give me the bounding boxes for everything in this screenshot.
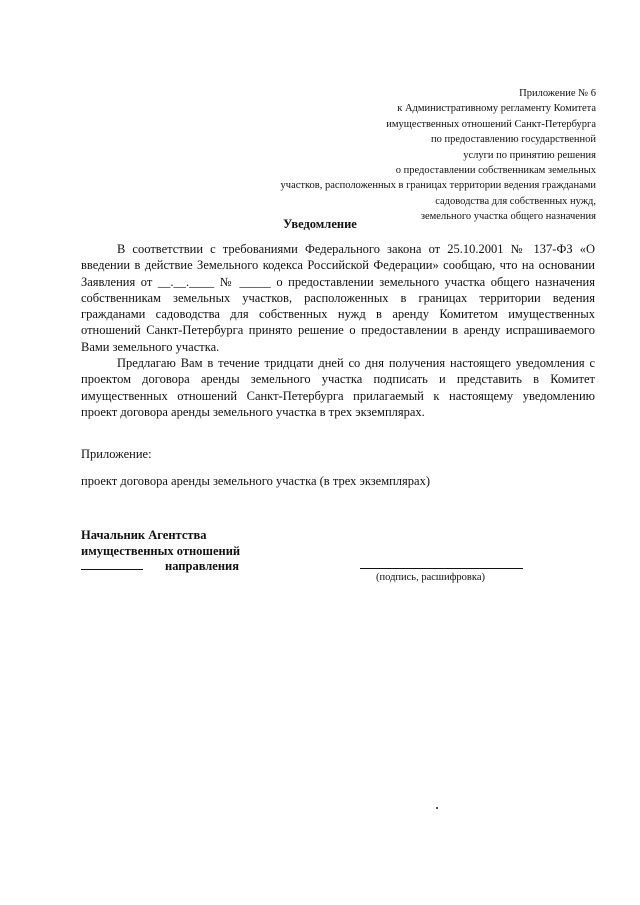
header-line: услуги по принятию решения	[463, 149, 596, 161]
header-line: садоводства для собственных нужд,	[435, 195, 596, 207]
signature-line	[360, 568, 523, 569]
signature-caption: (подпись, расшифровка)	[376, 572, 485, 583]
signatory-direction-line	[81, 559, 240, 575]
signatory-title-line: Начальник Агентства	[81, 528, 207, 542]
direction-word: направления	[165, 559, 240, 573]
appendix-header	[196, 86, 596, 225]
body-paragraph: В соответствии с требованиями Федерального закона от 25.10.2001 № 137-ФЗ «О введении в действие Земельного кодекса Российской Федерации» сообщаю, что на основании Заявления от __.__.____ № _____ о предоставлении земельного участка общего назначения собственникам земельных участков, расположенных в границах территории ведения гражданами садоводства для собственных нужд в аренду Комитетом имущественных отношений Санкт-Петербурга принято решение о предоставлении в аренду испрашиваемого Вами земельного участка.	[81, 242, 595, 354]
header-line: по предоставлению государственной	[430, 134, 596, 146]
scan-dot	[436, 807, 438, 809]
header-line: участков, расположенных в границах территории ведения гражданами	[280, 180, 596, 192]
header-line: имущественных отношений Санкт-Петербурга	[386, 118, 596, 130]
header-line: к Административному регламенту Комитета	[397, 103, 596, 115]
header-line: о предоставлении собственникам земельных	[395, 165, 596, 177]
header-line: Приложение № 6	[519, 88, 596, 99]
notice-body	[81, 241, 595, 420]
header-line: земельного участка общего назначения	[420, 211, 596, 223]
attachment-label: Приложение:	[81, 447, 152, 461]
body-paragraph: Предлагаю Вам в течение тридцати дней со дня получения настоящего уведомления с проектом договора аренды земельного участка подписать и представить в Комитет имущественных отношений Санкт-Петербурга прилагаемый к настоящему уведомлению проект договора аренды земельного участка в трех экземплярах.	[81, 356, 595, 419]
signatory-title-line: имущественных отношений	[81, 543, 241, 558]
attachment-item: проект договора аренды земельного участка (в трех экземплярах)	[81, 474, 431, 488]
document-title: Уведомление	[283, 217, 357, 231]
signatory-block	[81, 528, 240, 575]
direction-blank	[81, 559, 143, 570]
